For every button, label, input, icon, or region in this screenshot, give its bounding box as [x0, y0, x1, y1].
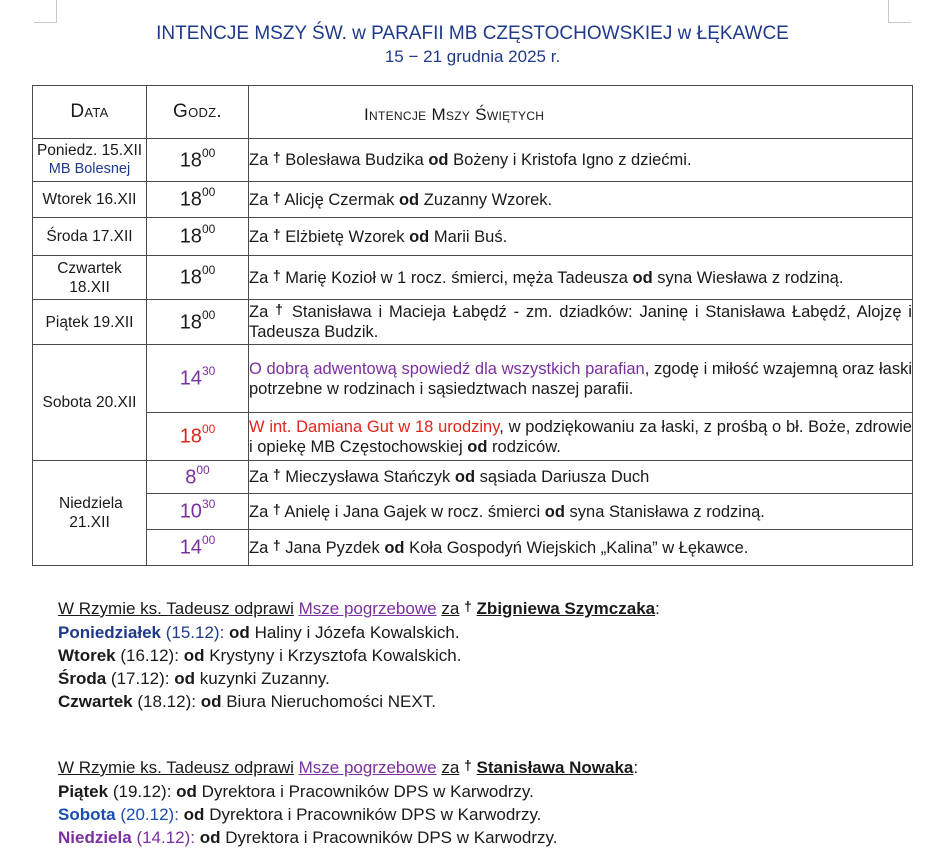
crop-mark-left: [34, 0, 57, 23]
cross-icon: †: [272, 466, 281, 482]
cross-icon: †: [272, 149, 281, 165]
table-row: [33, 461, 913, 494]
cross-icon: †: [464, 598, 472, 614]
hour-cell: $18^{00}$: [147, 256, 249, 300]
intention-cell: Za † Anielę i Jana Gajek w rocz. śmierci od syna Stanisława z rodziną.: [249, 494, 913, 530]
cross-icon: †: [272, 266, 281, 283]
list-item: Sobota (20.12): od Dyrektora i Pracowników DPS w Karwodrzy.: [58, 805, 542, 824]
cross-icon: †: [275, 301, 286, 317]
rome-funeral-masses-2: [58, 756, 638, 849]
list-item: Czwartek (18.12): od Biura Nieruchomości NEXT.: [58, 692, 436, 711]
page-title: INTENCJE MSZY ŚW. w PARAFII MB CZĘSTOCHOWSKIEJ w ŁĘKAWCE: [156, 23, 789, 44]
document-header: [0, 22, 945, 68]
hour-cell: $14^{30}$: [147, 345, 249, 413]
col-header-intentions: Intencje Mszy Świętych: [249, 86, 913, 139]
intention-cell: Za † Marię Kozioł w 1 rocz. śmierci, męża Tadeusza od syna Wiesława z rodziną.: [249, 256, 913, 300]
day-cell: Sobota 20.XII: [33, 345, 147, 461]
intention-cell: Za † Stanisława i Macieja Łabędź - zm. dziadków: Janinę i Stanisława Łabędź, Alojzę i Tadeusza Budzik.: [249, 300, 913, 345]
rome-intro-line: W Rzymie ks. Tadeusz odprawi Msze pogrzebowe za † Zbigniewa Szymczaka:: [58, 598, 660, 618]
col-header-hour: Godz.: [147, 86, 249, 139]
table-row: [33, 256, 913, 300]
hour-cell: $18^{00}$: [147, 300, 249, 345]
day-cell: Wtorek 16.XII: [33, 182, 147, 218]
hour-cell: $18^{00}$: [147, 182, 249, 218]
list-item: Poniedziałek (15.12): od Haliny i Józefa Kowalskich.: [58, 623, 460, 642]
cross-icon: †: [272, 536, 281, 553]
table-row: [33, 182, 913, 218]
list-item: Niedziela (14.12): od Dyrektora i Pracowników DPS w Karwodrzy.: [58, 828, 558, 847]
day-cell: Czwartek 18.XII: [33, 256, 147, 300]
intention-cell: Za † Bolesława Budzika od Bożeny i Kristofa Igno z dziećmi.: [249, 139, 913, 182]
table-row: [33, 345, 913, 413]
intention-cell: Za † Jana Pyzdek od Koła Gospodyń Wiejskich „Kalina” w Łękawce.: [249, 530, 913, 566]
table-row: [33, 300, 913, 345]
table-row: [33, 413, 913, 461]
table-header-row: [33, 86, 913, 139]
crop-mark-right: [888, 0, 911, 23]
intention-cell: O dobrą adwentową spowiedź dla wszystkich parafian, zgodę i miłość wzajemną oraz łaski potrzebne w rodzinach i sąsiedztwach naszej parafii.: [249, 345, 913, 413]
intention-cell: W int. Damiana Gut w 18 urodziny, w podziękowaniu za łaski, z prośbą o bł. Boże, zdrowie i opiekę MB Częstochowskiej od rodziców.: [249, 413, 913, 461]
day-cell: Piątek 19.XII: [33, 300, 147, 345]
cross-icon: †: [272, 225, 281, 242]
hour-cell: $18^{00}$: [147, 218, 249, 256]
hour-cell: $8^{00}$: [147, 461, 249, 494]
intention-cell: Za † Mieczysława Stańczyk od sąsiada Dariusza Duch: [249, 461, 913, 494]
table-row: [33, 139, 913, 182]
col-header-day: Data: [33, 86, 147, 139]
table-row: [33, 530, 913, 566]
cross-icon: †: [272, 188, 281, 205]
list-item: Środa (17.12): od kuzynki Zuzanny.: [58, 669, 330, 688]
list-item: Wtorek (16.12): od Krystyny i Krzysztofa Kowalskich.: [58, 646, 462, 665]
hour-cell: $18^{00}$: [147, 413, 249, 461]
table-row: [33, 218, 913, 256]
list-item: Piątek (19.12): od Dyrektora i Pracowników DPS w Karwodrzy.: [58, 782, 534, 801]
day-cell: Niedziela 21.XII: [33, 461, 147, 566]
hour-cell: $18^{00}$: [147, 139, 249, 182]
mass-schedule-table: [32, 85, 913, 566]
rome-funeral-masses-1: [58, 597, 660, 713]
day-cell: Poniedz. 15.XII MB Bolesnej: [33, 139, 147, 182]
hour-cell: $10^{30}$: [147, 494, 249, 530]
hour-cell: $14^{00}$: [147, 530, 249, 566]
date-range: 15 − 21 grudnia 2025 r.: [384, 47, 561, 66]
day-cell: Środa 17.XII: [33, 218, 147, 256]
rome-intro-line: W Rzymie ks. Tadeusz odprawi Msze pogrzebowe za † Stanisława Nowaka:: [58, 757, 639, 777]
intention-cell: Za † Elżbietę Wzorek od Marii Buś.: [249, 218, 913, 256]
cross-icon: †: [464, 757, 472, 773]
intention-cell: Za † Alicję Czermak od Zuzanny Wzorek.: [249, 182, 913, 218]
cross-icon: †: [272, 500, 281, 517]
table-row: [33, 494, 913, 530]
